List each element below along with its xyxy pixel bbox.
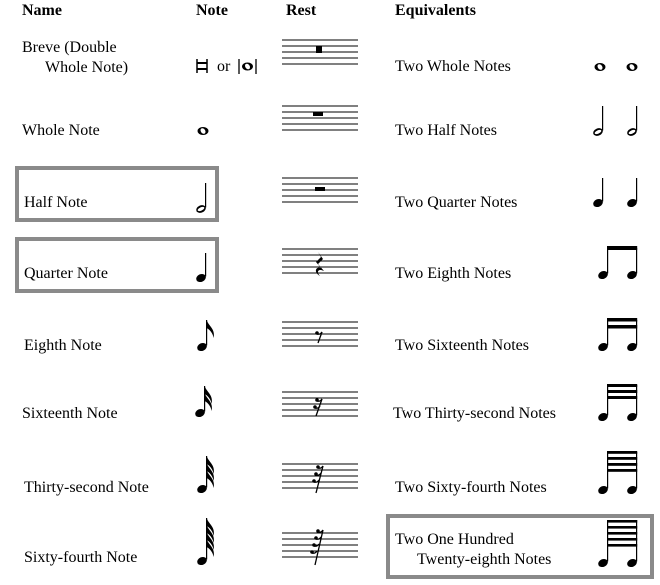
row-name-sixty-fourth: Sixty-fourth Note xyxy=(24,549,138,566)
row-name-whole: Whole Note xyxy=(22,122,100,139)
equivalent-label-row1: Two Whole Notes xyxy=(395,58,511,75)
breve-or-text: or xyxy=(217,58,231,75)
eighth-note-icon xyxy=(196,320,214,353)
header-note: Note xyxy=(196,2,228,19)
two-sixty-fourth-notes-icon xyxy=(597,451,638,496)
whole-rest-staff xyxy=(282,106,358,130)
header-rest: Rest xyxy=(286,2,317,19)
two-quarter-notes-icon xyxy=(592,178,638,209)
header-name: Name xyxy=(22,2,62,19)
two-thirty-second-notes-icon xyxy=(597,384,638,423)
row-name-sixteenth: Sixteenth Note xyxy=(22,405,118,422)
equivalent-label-row3: Two Quarter Notes xyxy=(395,194,518,211)
equivalent-label-row8-line1: Two One Hundred xyxy=(395,531,514,548)
row-name-half: Half Note xyxy=(24,194,88,211)
thirty-second-rest-staff xyxy=(282,464,358,493)
row-name-thirty-second: Thirty-second Note xyxy=(24,479,149,496)
thirty-second-note-icon xyxy=(196,456,214,495)
half-rest-staff xyxy=(282,178,358,202)
equivalent-label-row7: Two Sixty-fourth Notes xyxy=(395,479,547,496)
two-whole-notes-icon xyxy=(595,63,638,71)
header-equivalents: Equivalents xyxy=(395,2,476,19)
sixteenth-note-icon xyxy=(194,386,212,419)
breve-note-icon xyxy=(197,59,207,73)
sixty-fourth-note-icon xyxy=(196,518,214,567)
breve-rest-staff xyxy=(282,40,358,64)
eighth-rest-staff xyxy=(282,322,358,346)
half-note-icon xyxy=(195,183,207,214)
row-name-breve-line1: Breve (Double xyxy=(22,39,117,56)
whole-note-icon xyxy=(198,127,209,135)
row-name-breve-line2: Whole Note) xyxy=(45,59,129,76)
equivalent-label-row6: Two Thirty-second Notes xyxy=(393,405,556,422)
equivalent-label-row5: Two Sixteenth Notes xyxy=(395,337,529,354)
sixteenth-rest-staff xyxy=(282,392,358,416)
sixty-fourth-rest-staff xyxy=(282,529,358,565)
two-sixteenth-notes-icon xyxy=(597,318,638,353)
two-half-notes-icon xyxy=(592,106,638,137)
row-name-quarter: Quarter Note xyxy=(24,265,108,282)
quarter-rest-staff xyxy=(282,249,358,276)
equivalent-label-row8-line2: Twenty-eighth Notes xyxy=(417,551,552,568)
row-name-eighth: Eighth Note xyxy=(24,337,102,354)
quarter-note-icon xyxy=(195,253,207,284)
equivalent-label-row2: Two Half Notes xyxy=(395,122,497,139)
two-128th-notes-icon xyxy=(597,520,638,569)
breve-note-alt-icon xyxy=(239,59,256,74)
two-eighth-notes-icon xyxy=(597,246,638,281)
equivalent-label-row4: Two Eighth Notes xyxy=(395,265,512,282)
